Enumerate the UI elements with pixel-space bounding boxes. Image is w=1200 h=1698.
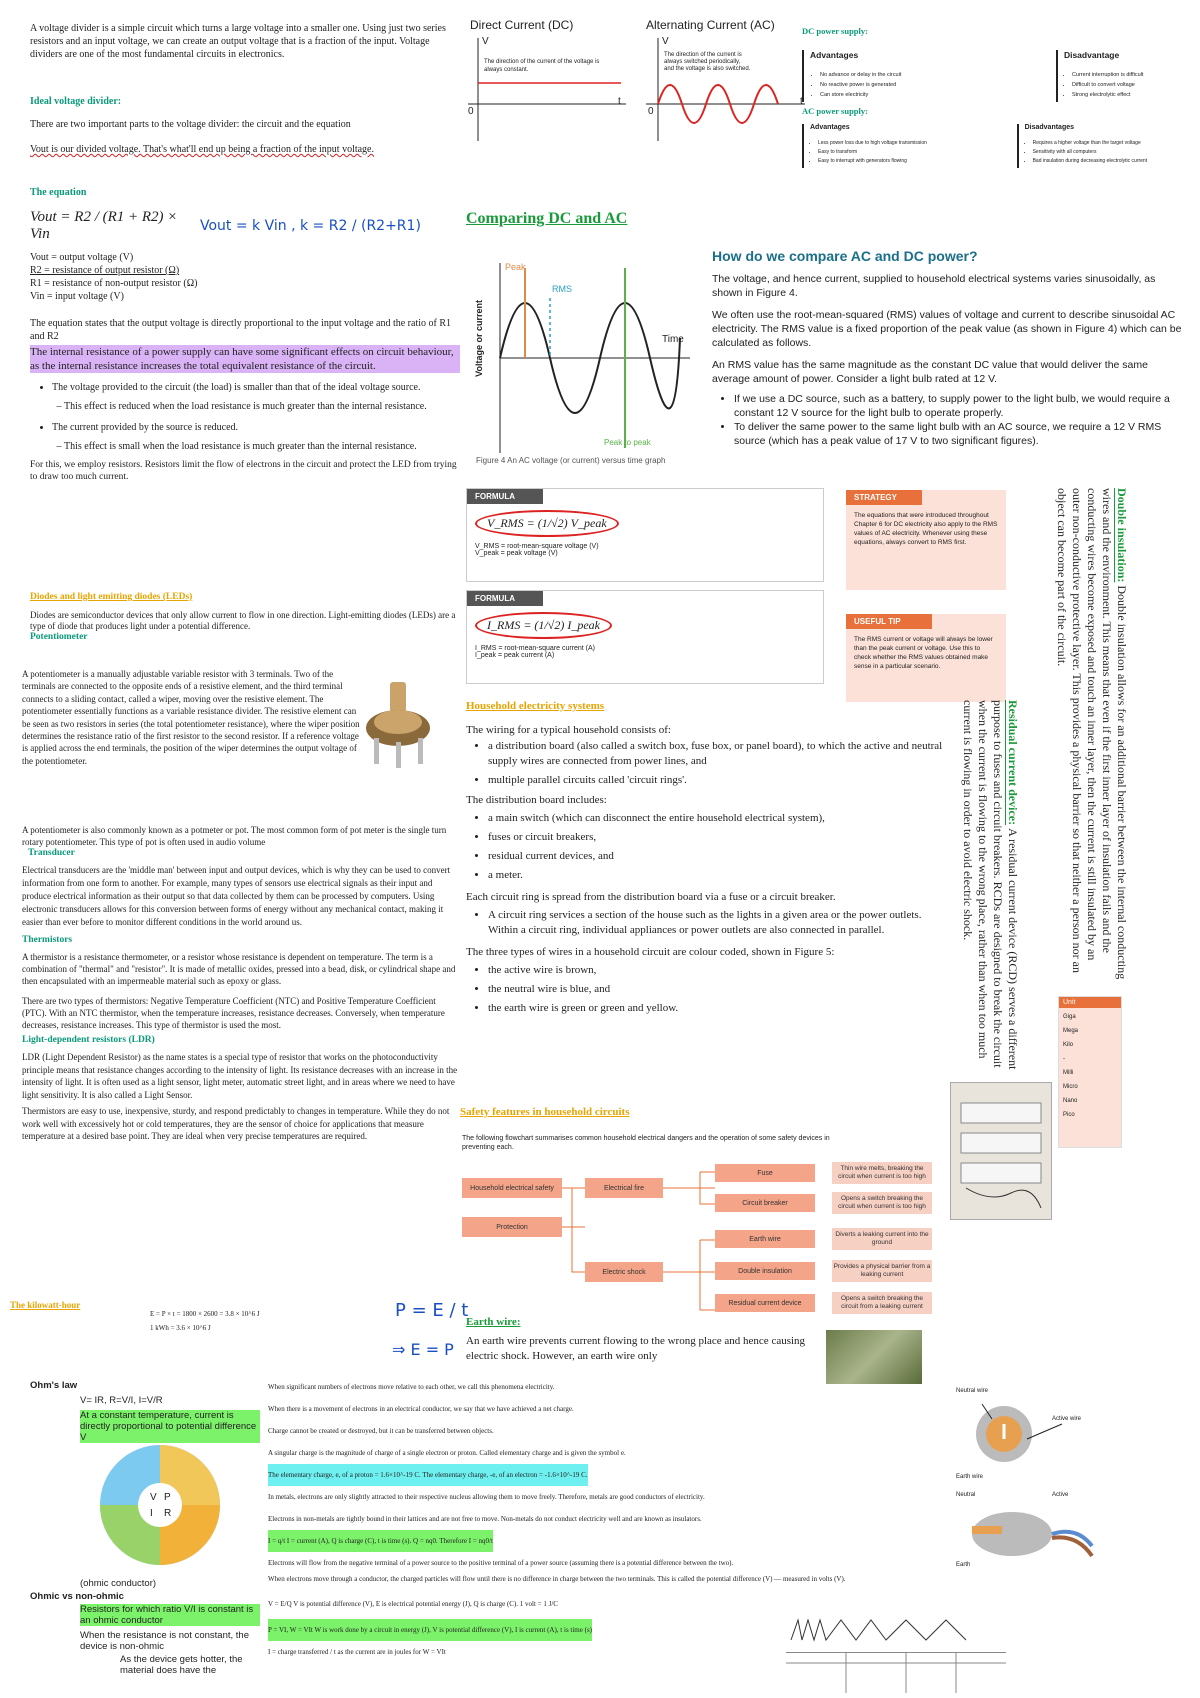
resistors-text: For this, we employ resistors. Resistors limit the flow of electrons in the circuit and protect the LED from trying to draw too much current.	[30, 460, 457, 482]
ohms-section	[30, 1380, 260, 1443]
vout-note: Vout is our divided voltage. That's what'll end up being a fraction of the input voltage.	[30, 144, 374, 155]
flow-breaker: Circuit breaker	[715, 1194, 815, 1212]
ac-adv-3: • Easy to interrupt with generators flowing	[818, 157, 1017, 166]
flow-earth: Earth wire	[715, 1230, 815, 1248]
dc-dis-3: • Strong electrolytic effect	[1072, 90, 1182, 100]
formula-box-1	[466, 488, 824, 582]
led-text: Diodes are semiconductor devices that only allow current to flow in one direction. Light-emitting diodes (LEDs) are a type of diode that produces light under a potential difference.	[30, 610, 456, 631]
household-item-1: • a distribution board (also called a switch box, fuse box, or panel board), to which the active and neutral supply wires are connected from power lines, and	[488, 739, 950, 769]
ohms-bullet-1: At a constant temperature, current is directly proportional to potential difference V	[80, 1410, 260, 1443]
kwh-heading: The kilowatt-hour	[10, 1300, 81, 1310]
dc-adv-heading: Advantages	[810, 50, 859, 60]
compare-p2: We often use the root-mean-squared (RMS) values of voltage and current to describe sinusoidal AC electricity. The RMS value is a fixed proportion of the peak value (as shown in Figure 4) which can be calculated as follows.	[712, 309, 1182, 349]
dc-note-line-2: always constant.	[484, 67, 529, 73]
unit-table-heading: Unit	[1059, 997, 1121, 1008]
voltage-divider-section	[30, 22, 460, 483]
charge-line-3: Charge cannot be created or destroyed, but it can be transferred between objects.	[268, 1427, 494, 1435]
dc-note-line: The direction of the current of the voltage is	[484, 59, 600, 65]
charge-line-11: V = E/Q V is potential difference (V), E is electrical potential energy (J), Q is charge (C). 1 volt = 1 J/C	[268, 1600, 558, 1608]
kwh-section	[10, 1300, 440, 1332]
dc-dis-1: • Current interruption is difficult	[1072, 70, 1182, 80]
mini-table	[786, 1652, 1006, 1693]
ac-dis-1: • Requires a higher voltage than the target voltage	[1033, 139, 1182, 148]
waveform-thumbnail	[786, 1610, 986, 1650]
comparing-heading: Comparing DC and AC	[466, 210, 628, 227]
useful-tip-box	[846, 614, 1006, 702]
double-insulation-section	[1054, 488, 1129, 988]
tip-label: USEFUL TIP	[846, 614, 932, 629]
flow-double: Double insulation	[715, 1262, 815, 1280]
compare-b1: • If we use a DC source, such as a battery, to supply power to the light bulb, we would require a constant 12 V source for the light bulb to operate properly.	[734, 392, 1182, 420]
thermistor-text: A thermistor is a resistance thermometer, or a resistor whose resistance is dependent on temperature. The term is a combination of "thermal" and "resistor". It is made of metallic oxides, pressed into a bead, disk, or cylindrical shape and then encapsulated with an impermeable material such as epoxy or glass.	[22, 952, 456, 986]
ac-axis-v: V	[662, 36, 669, 47]
bullet-current: • The current provided by the source is reduced.	[52, 421, 460, 434]
plug-diagram	[952, 1486, 1102, 1576]
formula-label-1: FORMULA	[467, 489, 543, 504]
bullet-voltage: • The voltage provided to the circuit (the load) is smaller than that of the ideal voltage source.	[52, 381, 460, 394]
ohmic-bullet: Resistors for which ratio V/I is constant is an ohmic conductor	[80, 1604, 260, 1626]
unit-row-micro: Micro	[1063, 1084, 1078, 1090]
transducer-heading: Transducer	[28, 848, 75, 858]
ldr-text-2: Thermistors are easy to use, inexpensive, sturdy, and respond predictably to changes in temperature. While they do not work well with excessively hot or cold temperatures, they are the sensor of choice for applications that measure temperature at a desired base point. They are ideal when very precise temperatures are required.	[22, 1106, 450, 1141]
kwh-eq1: E = P × t = 1800 × 2600 = 3.8 × 10^6 J	[150, 1310, 260, 1318]
board-item-1: • a main switch (which can disconnect the entire household electrical system),	[488, 811, 950, 826]
board-item-3: • residual current devices, and	[488, 849, 950, 864]
unit-row-mega: Mega	[1063, 1028, 1079, 1034]
dc-axis-o: 0	[468, 106, 474, 117]
intro-text: A voltage divider is a simple circuit which turns a large voltage into a smaller one. Using just two series resistors and an input voltage, we can create an output voltage that is a fraction of the input. Voltage dividers are one of the most fundamental circuits in electronics.	[30, 23, 446, 60]
potmeter-paragraph: A potentiometer is also commonly known as a potmeter or pot. The most common form of pot meter is the single turn rotary potentiometer. This type of pot is often used in audio volume	[22, 825, 447, 847]
equation-heading: The equation	[30, 187, 87, 198]
transducer-text: Electrical transducers are the 'middle man' between input and output devices, which is why they can be used to convert information from one form to another. For example, many types of sensors use electrical signals as their input and produce electrical information as their output so that data collected by them can be processed by computers. Using electronic transducers allows for this conversion between forms of energy without any mechanical contact, making it easier than ever before to monitor different conditions in the world around us.	[22, 865, 451, 927]
unit-row-base: -	[1063, 1056, 1065, 1062]
strategy-text: The equations that were introduced throughout Chapter 6 for DC electricity also apply to the RMS values of AC electricity. Whenever using these equations, always convert to RMS first.	[854, 512, 998, 546]
sine-graph	[470, 258, 700, 463]
household-section	[466, 700, 950, 1018]
bullet-small: – This effect is small when the load resistance is much greater than the internal resistance.	[64, 440, 460, 453]
dc-axis-t: t	[618, 96, 621, 107]
potentiometer-image	[360, 680, 440, 770]
charge-line-1: When significant numbers of electrons move relative to each other, we call this phenomena electricity.	[268, 1383, 555, 1391]
formula-vrms: V_RMS = (1/√2) V_peak	[475, 510, 619, 537]
unit-table	[1058, 996, 1122, 1148]
bullet-reduced: – This effect is reduced when the load resistance is much greater than the internal resistance.	[64, 400, 460, 413]
compare-p3: An RMS value has the same magnitude as the constant DC value that would deliver the same average amount of power. Consider a light bulb rated at 12 V.	[712, 359, 1148, 385]
household-item-2: • multiple parallel circuits called 'circuit rings'.	[488, 773, 950, 788]
led-heading: Diodes and light emitting diodes (LEDs)	[30, 592, 193, 602]
flow-fire: Electrical fire	[585, 1178, 663, 1198]
compare-power-heading: How do we compare AC and DC power?	[712, 248, 978, 264]
plug-active-label: Active	[1052, 1492, 1069, 1498]
svg-text:R: R	[164, 1508, 172, 1519]
internal-resistance-text: The internal resistance of a power supply can have some significant effects on circuit behaviour, as the internal resistance increases the total equivalent resistance of the circuit.	[30, 345, 460, 373]
distribution-board-photo	[950, 1082, 1052, 1220]
thermistors-heading: Thermistors	[22, 935, 73, 945]
dc-disadvantages	[1056, 50, 1182, 102]
formula-irms-def-2: I_peak = peak current (A)	[475, 652, 555, 659]
svg-text:V: V	[150, 1492, 157, 1503]
ac-adv-1: • Less power loss due to high voltage transmission	[818, 139, 1017, 148]
ohmic-heading: Ohmic vs non-ohmic	[30, 1591, 124, 1602]
dc-supply-section	[802, 26, 1182, 168]
graph-time-label: Time	[662, 334, 684, 345]
compare-p1: The voltage, and hence current, supplied to household electrical systems varies sinusoidally, as shown in Figure 4.	[712, 273, 1156, 299]
plug-earth-label: Earth	[956, 1562, 971, 1568]
dc-dis-heading: Disadvantage	[1063, 50, 1120, 60]
potentiometer-text: A potentiometer is a manually adjustable variable resistor with 3 terminals. Two of the terminals are connected to the opposite ends of a resistive element, and the third terminal connects to a sliding contact, called a wiper, moving over the resistive element. The potentiometer essentially functions as a variable resistance divider. The resistive element can be seen as two resistors in series (the total potentiometer resistance), where the wiper position determines the resistance ratio of the first resistor to the second resistor. If a reference voltage is applied across the end terminals, the position of the wiper determines the output voltage of the potentiometer.	[22, 669, 360, 766]
kwh-eq2: 1 kWh = 3.6 × 10^6 J	[150, 1324, 211, 1332]
def-vin: Vin = input voltage (V)	[30, 291, 124, 302]
charge-line-8: I = q/t I = current (A), Q is charge (C), t is time (s). Q = nq0. Therefore I = nq0/t	[268, 1530, 493, 1552]
divider-equation: Vout = R2 / (R1 + R2) × Vin	[30, 209, 178, 242]
dc-graph	[466, 36, 636, 151]
dc-adv-1: • No advance or delay in the circuit	[820, 70, 1056, 80]
ldr-text: LDR (Light Dependent Resistor) as the name states is a special type of resistor that works on the photoconductivity principle means that resistance changes according to the intensity of light. Its resistance decreases with an increase in the intensity of light. It is often used as a light sensor, light meter, automatic street light, and in areas where we need to have light sensitivity. It is also called a Light Sensor.	[22, 1052, 458, 1100]
ohmic-section	[30, 1578, 260, 1676]
strategy-label: STRATEGY	[846, 490, 922, 505]
unit-row-pico: Pico	[1063, 1112, 1075, 1118]
ac-dis-3: • Bad insulation during decreasing electrolytic current	[1033, 157, 1182, 166]
handwritten-equation: Vout = k Vin , k = R2 / (R2+R1)	[200, 218, 421, 234]
flow-rcd: Residual current device	[715, 1294, 815, 1312]
flow-rcd-desc: Opens a switch breaking the circuit from a leaking current	[832, 1292, 932, 1314]
def-vout: Vout = output voltage (V)	[30, 252, 134, 263]
flow-fuse: Fuse	[715, 1164, 815, 1182]
ac-axis-o: 0	[648, 106, 654, 117]
charge-line-12: P = VI, W = VIt W is work done by a circuit in energy (J), V is potential difference (V), I is current (A), t is time (s)	[268, 1619, 592, 1641]
charge-line-7: Electrons in non-metals are tightly bound in their lattices and are not free to move. Non-metals do not conduct electricity well and are known as insulators.	[268, 1515, 702, 1523]
charge-line-13: I = charge transferred / t as the current are in joules for W = VIt	[268, 1648, 446, 1656]
flow-shock: Electric shock	[585, 1262, 663, 1282]
rcd-heading: Residual current device:	[1006, 700, 1020, 826]
formula-irms: I_RMS = (1/√2) I_peak	[475, 612, 612, 639]
flow-root: Household electrical safety	[462, 1178, 562, 1198]
hotter-bullet: As the device gets hotter, the material does have the	[120, 1654, 243, 1676]
dc-advantages	[802, 50, 1056, 102]
dc-title: Direct Current (DC)	[470, 18, 574, 32]
charge-line-2: When there is a movement of electrons in an electrical conductor, we say that we have achieved a net charge.	[268, 1405, 574, 1413]
formula-vrms-def-2: V_peak = peak voltage (V)	[475, 550, 558, 557]
socket-neutral-label: Neutral wire	[956, 1388, 989, 1394]
tip-text: The RMS current or voltage will always be lower than the peak current or voltage. Use this to check whether the RMS values obtained make sense in a particular scenario.	[854, 636, 993, 670]
strategy-box	[846, 490, 1006, 590]
non-ohmic-bullet: When the resistance is not constant, the device is non-ohmic	[80, 1630, 249, 1652]
formula-irms-def-1: I_RMS = root-mean-square current (A)	[475, 645, 596, 652]
formula-label-2: FORMULA	[467, 591, 543, 606]
potentiometer-heading: Potentiometer	[30, 632, 88, 642]
p-equals-e-over-t: P = E / t	[395, 1300, 469, 1321]
board-item-4: • a meter.	[488, 868, 950, 883]
flow-fuse-desc: Thin wire melts, breaking the circuit when current is too high	[832, 1162, 932, 1184]
ring-text: Each circuit ring is spread from the distribution board via a fuse or a circuit breaker.	[466, 891, 836, 903]
rcd-section	[960, 700, 1020, 1070]
wire-neutral: • the neutral wire is blue, and	[488, 982, 950, 997]
figure-4-caption: Figure 4 An AC voltage (or current) versus time graph	[476, 456, 666, 465]
svg-text:P: P	[164, 1492, 171, 1503]
ac-title: Alternating Current (AC)	[646, 18, 775, 32]
charge-line-10: When electrons move through a conductor, the charged particles will flow until there is no difference in charge between the two terminals. This is called the potential difference (V) — measured in volts (V).	[268, 1575, 846, 1583]
ohmic-label: (ohmic conductor)	[80, 1578, 157, 1589]
household-intro: The wiring for a typical household consists of:	[466, 724, 671, 736]
graph-peak-label: Peak	[505, 262, 526, 272]
board-intro: The distribution board includes:	[466, 794, 607, 806]
unit-row-giga: Giga	[1063, 1014, 1076, 1020]
dc-adv-2: • No reactive power is generated	[820, 80, 1056, 90]
safety-heading: Safety features in household circuits	[460, 1106, 630, 1118]
earth-wire-text: An earth wire prevents current flowing to the wrong place and hence causing electric shock. However, an earth wire only	[466, 1335, 806, 1362]
def-r1: R1 = resistance of non-output resistor (Ω)	[30, 278, 198, 289]
flow-double-desc: Provides a physical barrier from a leaking current	[832, 1260, 932, 1282]
socket-active-label: Active wire	[1052, 1416, 1082, 1422]
wires-intro: The three types of wires in a household circuit are colour coded, shown in Figure 5:	[466, 946, 835, 958]
wire-earth: • the earth wire is green or green and yellow.	[488, 1001, 950, 1016]
thermistor-types: There are two types of thermistors: Negative Temperature Coefficient (NTC) and Positive Temperature Coefficient (PTC). With an NTC thermistor, when the temperature increases, resistance decreases. Conversely, when temperature decreases, resistance increases. This type of thermistor is used the most.	[22, 996, 445, 1030]
charge-line-9: Electrons will flow from the negative terminal of a power source to the positive terminal of a power source (assuming there is a potential difference between the two).	[268, 1559, 734, 1567]
def-r2: R2 = resistance of output resistor (Ω)	[30, 265, 180, 276]
e-equals-p: ⇒ E = P	[392, 1340, 454, 1359]
earth-wire-heading: Earth wire:	[466, 1316, 521, 1328]
household-heading: Household electricity systems	[466, 700, 605, 712]
socket-earth-label: Earth wire	[956, 1474, 984, 1480]
dc-axis-v: V	[482, 36, 489, 47]
rcd-text: A residual current device (RCD) serves a different purpose to fuses and circuit breakers. RCDs are designed to break the circuit when the current is flowing to the wrong place, rather than when too much current is flowing in order to avoid electric shock.	[961, 700, 1020, 1070]
flow-protection: Protection	[462, 1217, 562, 1237]
ohms-wheel	[80, 1440, 240, 1575]
ohms-formula: V= IR, R=V/I, I=V/R	[80, 1395, 163, 1406]
svg-text:always switched periodically,: always switched periodically,	[664, 59, 741, 65]
ac-dis-heading: Disadvantages	[1024, 124, 1075, 131]
socket-diagram	[952, 1384, 1102, 1484]
ac-axis-t: t	[800, 96, 803, 107]
charge-line-6: In metals, electrons are only slightly attracted to their respective nucleus allowing them to move freely. Therefore, metals are good conductors of electricity.	[268, 1493, 705, 1501]
double-insulation-text: Double insulation allows for an additional barrier between the internal conducting wires and the environment. This means that even if the first inner layer of insulation fails and the conducting wires become exposed and touch an inner layer, then the current is still insulated by an outer non-conductive protective layer. This provides a physical barrier so that neither a person nor an object can become part of the circuit.	[1055, 488, 1129, 980]
ac-advantages	[802, 124, 1017, 168]
plug-neutral-label: Neutral	[956, 1492, 976, 1498]
graph-rms-label: RMS	[552, 284, 572, 294]
ohms-heading: Ohm's law	[30, 1380, 78, 1391]
flow-earth-desc: Diverts a leaking current into the ground	[832, 1228, 932, 1250]
potentiometer-section	[22, 668, 362, 767]
unit-row-nano: Nano	[1063, 1098, 1078, 1104]
safety-intro: The following flowchart summarises common household electrical dangers and the operation of some safety devices in preventing each.	[462, 1135, 830, 1151]
ac-adv-heading: Advantages	[810, 124, 850, 131]
earth-wire-section	[466, 1316, 806, 1364]
led-section	[30, 592, 460, 642]
ac-supply-heading: AC power supply:	[802, 106, 868, 116]
ldr-heading: Light-dependent resistors (LDR)	[22, 1035, 155, 1045]
graph-y-label: Voltage or current	[474, 300, 484, 377]
potmeter-text	[22, 824, 462, 1143]
compare-power-section	[712, 248, 1182, 450]
ideal-heading: Ideal voltage divider:	[30, 96, 122, 107]
dc-supply-heading: DC power supply:	[802, 26, 868, 36]
safety-flowchart	[460, 1160, 950, 1320]
svg-text:and the voltage is also switch: and the voltage is also switched.	[664, 66, 751, 72]
svg-text:The direction of the current i: The direction of the current is	[664, 52, 742, 58]
compare-b2: • To deliver the same power to the same light bulb with an AC source, we require a 12 V RMS source (which has a peak value of 17 V to two significant figures).	[734, 420, 1182, 448]
ac-disadvantages	[1017, 124, 1182, 168]
wire-active: • the active wire is brown,	[488, 963, 950, 978]
graph-p2p-label: Peak to peak	[604, 438, 651, 447]
ac-graph	[640, 36, 810, 151]
unit-row-milli: Milli	[1063, 1070, 1074, 1076]
unit-row-kilo: Kilo	[1063, 1042, 1074, 1048]
ac-dis-2: • Sensitivity with all computers	[1033, 148, 1182, 157]
proportional-text: The equation states that the output voltage is directly proportional to the input voltage and the ratio of R1 and R2	[30, 318, 452, 342]
dc-dis-2: • Difficult to convert voltage	[1072, 80, 1182, 90]
formula-vrms-def-1: V_RMS = root-mean-square voltage (V)	[475, 543, 599, 550]
two-parts-text: There are two important parts to the voltage divider: the circuit and the equation	[30, 119, 351, 130]
svg-text:I: I	[150, 1508, 153, 1519]
ring-bullet: • A circuit ring services a section of the house such as the lights in a given area or the power outlets. Within a circuit ring, individual appliances or power outlets are also connected in parallel.	[488, 908, 950, 938]
double-insulation-heading: Double insulation:	[1115, 488, 1129, 583]
equation-definitions	[30, 251, 460, 303]
flow-breaker-desc: Opens a switch breaking the circuit when current is too high	[832, 1192, 932, 1214]
ac-adv-2: • Easy to transform	[818, 148, 1017, 157]
charge-line-5: The elementary charge, e, of a proton = 1.6×10^-19 C. The elementary charge, -e, of an electron = -1.6×10^-19 C.	[268, 1464, 588, 1486]
board-item-2: • fuses or circuit breakers,	[488, 830, 950, 845]
formula-box-2	[466, 590, 824, 684]
dc-adv-3: • Can store electricity	[820, 90, 1056, 100]
charge-line-4: A singular charge is the magnitude of charge of a single electron or proton. Called elementary charge and is given the symbol e.	[268, 1449, 626, 1457]
